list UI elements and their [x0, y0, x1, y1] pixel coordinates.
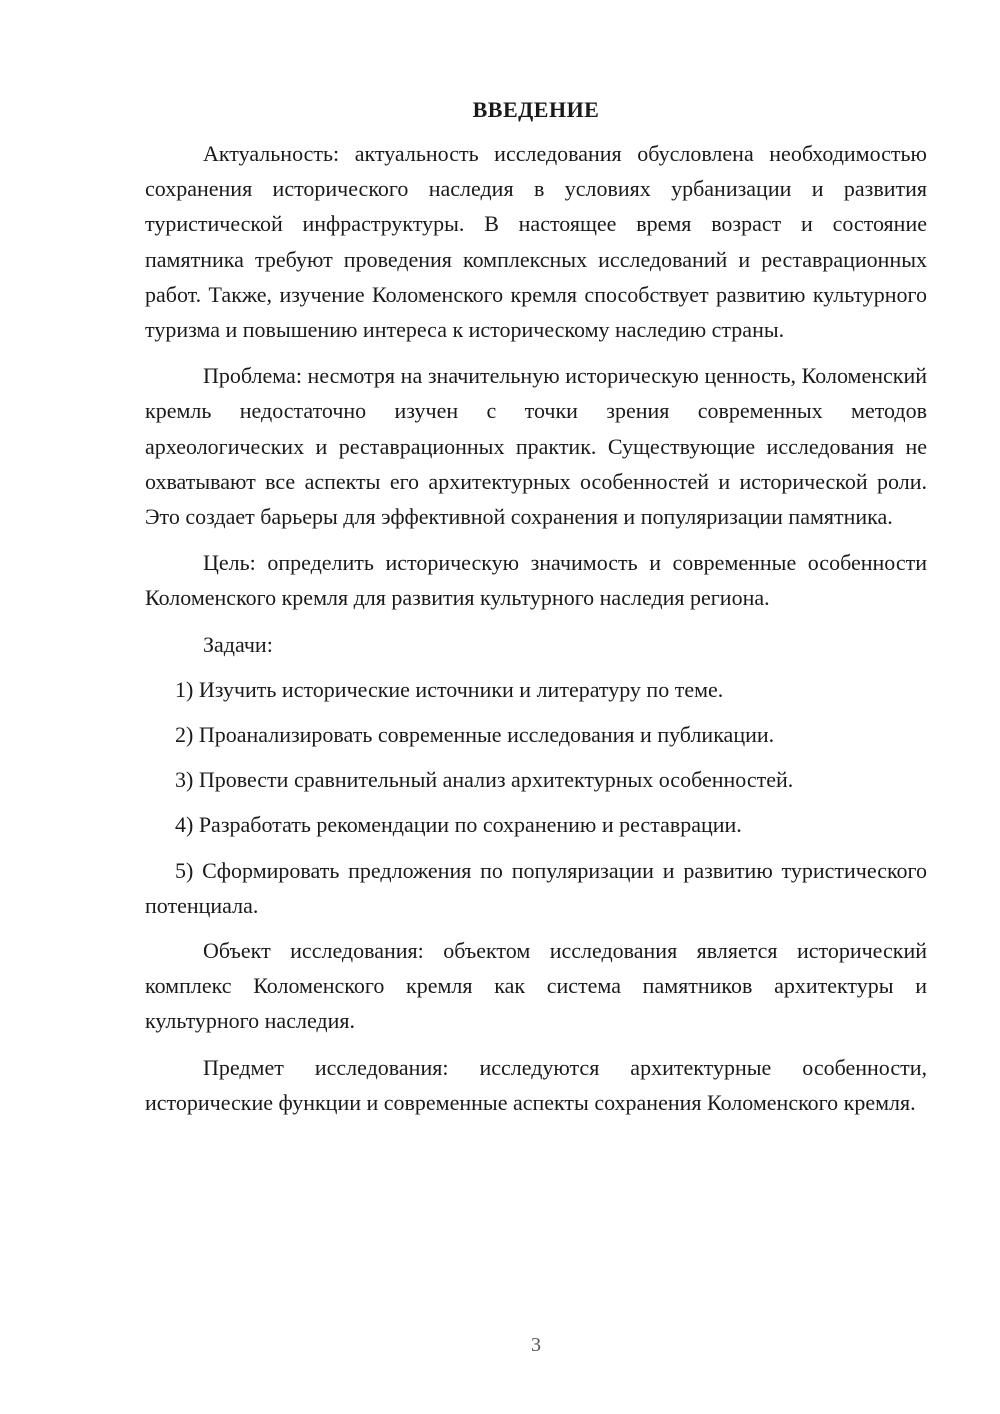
document-page — [145, 94, 927, 1131]
subject-paragraph: Предмет исследования: исследуются архитектурные особенности, исторические функции и современные аспекты сохранения Коломенского кремля. — [145, 1054, 927, 1115]
goal-paragraph: Цель: определить историческую значимость и современные особенности Коломенского кремля для развития культурного наследия региона. — [145, 550, 927, 611]
problem-paragraph: Проблема: несмотря на значительную историческую ценность, Коломенский кремль недостаточно изучен с точки зрения современных методов археологических и реставрационных практик. Существующие исследования не охватывают все аспекты его архитектурных особенностей и исторической роли. Это создает барьеры для эффективной сохранения и популяризации памятника. — [145, 363, 927, 530]
page-title: ВВЕДЕНИЕ — [472, 97, 600, 122]
object-paragraph: Объект исследования: объектом исследования является исторический комплекс Коломенского кремля как система памятников архитектуры и культурного наследия. — [145, 938, 927, 1034]
task-item: 1) Изучить исторические источники и литературу по теме. — [175, 676, 724, 702]
task-item: 5) Сформировать предложения по популяризации и развитию туристического потенциала. — [145, 857, 927, 918]
task-item: 4) Разработать рекомендации по сохранению и реставрации. — [175, 812, 742, 838]
tasks-heading: Задачи: — [203, 631, 273, 657]
relevance-paragraph: Актуальность: актуальность исследования обусловлена необходимостью сохранения исторического наследия в условиях урбанизации и развития туристической инфраструктуры. В настоящее время возраст и состояние памятника требуют проведения комплексных исследований и реставрационных работ. Также, изучение Коломенского кремля способствует развитию культурного туризма и повышению интереса к историческому наследию страны. — [145, 141, 927, 343]
page-number: 3 — [531, 1334, 541, 1356]
task-item: 3) Провести сравнительный анализ архитектурных особенностей. — [175, 767, 794, 793]
task-item: 2) Проанализировать современные исследования и публикации. — [175, 722, 775, 748]
